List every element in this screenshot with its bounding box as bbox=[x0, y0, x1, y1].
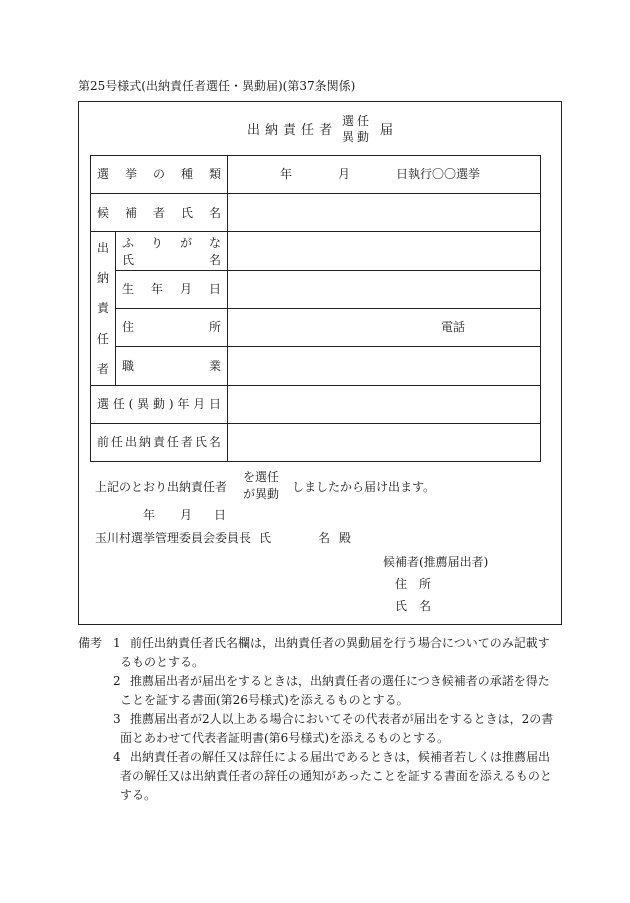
table-line bbox=[115, 308, 541, 309]
label-char: り bbox=[150, 236, 163, 250]
note-number: 1 bbox=[113, 636, 121, 650]
note-text: 推薦届出者が届出をするときは，出納責任者の選任につき候補者の承諾を得た bbox=[130, 674, 550, 688]
label-char: 類 bbox=[208, 167, 221, 181]
label-char: 選 bbox=[97, 167, 110, 181]
address-label bbox=[122, 321, 221, 333]
form-title: 第25号様式(出納責任者選任・異動届)(第37条関係) bbox=[78, 79, 356, 93]
addressee-shi: 氏 bbox=[259, 531, 272, 545]
label-char: 選 bbox=[97, 397, 110, 411]
note-text: する。 bbox=[120, 788, 157, 802]
label-char: 月 bbox=[179, 282, 192, 296]
label-char: 任 bbox=[110, 435, 123, 449]
label-char: が bbox=[179, 236, 192, 250]
name-label bbox=[122, 254, 221, 266]
treasurer-char: 出 bbox=[96, 240, 109, 255]
label-char: 補 bbox=[124, 206, 137, 220]
date-day: 日 bbox=[214, 508, 227, 522]
submitter-name: 氏 名 bbox=[395, 599, 432, 613]
label-char: 日 bbox=[208, 282, 221, 296]
election-date-year: 年 bbox=[280, 167, 293, 181]
header-main-title: 出納責任者 bbox=[247, 123, 338, 138]
note-text: 者の解任又は出納責任者の辞任の通知があったことを証する書面を添えるものと bbox=[120, 769, 552, 783]
table-line bbox=[115, 346, 541, 347]
label-char: 氏 bbox=[194, 435, 207, 449]
treasurer-char: 者 bbox=[96, 362, 109, 377]
label-char: 年 bbox=[150, 282, 163, 296]
label-char: ( bbox=[128, 397, 134, 411]
treasurer-char: 任 bbox=[96, 331, 109, 346]
label-char: 日 bbox=[208, 397, 221, 411]
table-line bbox=[90, 193, 541, 194]
date-month: 月 bbox=[180, 508, 193, 522]
declaration-suffix: しましたから届け出ます。 bbox=[292, 480, 436, 494]
label-char: 者 bbox=[180, 435, 193, 449]
phone-label: 電話 bbox=[441, 320, 466, 334]
treasurer-group-label bbox=[91, 232, 115, 384]
label-char: ふ bbox=[122, 236, 135, 250]
election-date-month: 月 bbox=[338, 167, 351, 181]
note-number: 3 bbox=[113, 712, 121, 726]
occupation-label bbox=[122, 360, 221, 372]
table-line bbox=[227, 155, 228, 461]
note-text: 出納責任者の解任又は辞任による届出であるときは，候補者若しくは推薦届出 bbox=[130, 750, 551, 764]
label-char: の bbox=[152, 167, 165, 181]
birthdate-label bbox=[122, 283, 221, 295]
notes-heading: 備考 bbox=[78, 636, 103, 650]
declaration-option-ido: が異動 bbox=[243, 487, 280, 501]
header-todoke: 届 bbox=[380, 123, 394, 138]
label-char: 月 bbox=[193, 397, 206, 411]
label-char: 任 bbox=[166, 435, 179, 449]
note-text: 推薦届出者が2人以上ある場合においてその代表者が届出をするときは，2の書 bbox=[130, 712, 554, 726]
label-char: 名 bbox=[208, 435, 221, 449]
note-text: 前任出納責任者氏名欄は，出納責任者の異動届を行う場合についてのみ記載す bbox=[130, 636, 550, 650]
label-char: 職 bbox=[122, 359, 135, 373]
header-option-ido: 異動 bbox=[342, 130, 373, 144]
appoint-date-label bbox=[97, 398, 221, 410]
addressee-mei: 名 bbox=[318, 531, 331, 545]
header-option-senin: 選任 bbox=[342, 114, 373, 128]
table-line bbox=[90, 461, 541, 462]
table-line bbox=[540, 155, 541, 461]
submitter-address: 住 所 bbox=[395, 577, 432, 591]
label-char: ) bbox=[168, 397, 174, 411]
label-char: 異 bbox=[137, 397, 150, 411]
declaration-option-senin: を選任 bbox=[243, 470, 280, 484]
label-char: 名 bbox=[208, 253, 221, 267]
election-type-label bbox=[97, 168, 221, 180]
note-number: 2 bbox=[113, 674, 121, 688]
label-char: 業 bbox=[208, 359, 221, 373]
note-text: 面とあわせて代表者証明書(第6号様式)を添えるものとする。 bbox=[120, 731, 450, 745]
label-char: 者 bbox=[152, 206, 165, 220]
addressee-dono: 殿 bbox=[339, 531, 352, 545]
label-char: 氏 bbox=[180, 206, 193, 220]
furigana-label bbox=[122, 237, 221, 249]
declaration-prefix: 上記のとおり出納責任者 bbox=[95, 480, 228, 494]
label-char: 年 bbox=[177, 397, 190, 411]
date-year: 年 bbox=[143, 508, 156, 522]
label-char: 名 bbox=[208, 206, 221, 220]
note-number: 4 bbox=[113, 750, 121, 764]
submitter-title: 候補者(推薦届出者) bbox=[383, 555, 489, 569]
table-line bbox=[90, 385, 541, 386]
table-line bbox=[90, 423, 541, 424]
label-char: 生 bbox=[122, 282, 135, 296]
table-line bbox=[115, 270, 541, 271]
label-char: 出 bbox=[124, 435, 137, 449]
label-char: 所 bbox=[208, 320, 221, 334]
label-char: 任 bbox=[112, 397, 125, 411]
label-char: 前 bbox=[97, 435, 110, 449]
note-text: るものとする。 bbox=[120, 655, 205, 669]
label-char: 種 bbox=[180, 167, 193, 181]
table-line bbox=[90, 231, 541, 232]
candidate-name-label bbox=[97, 207, 221, 219]
label-char: 責 bbox=[152, 435, 165, 449]
label-char: 納 bbox=[138, 435, 151, 449]
label-char: な bbox=[208, 236, 221, 250]
addressee-org: 玉川村選挙管理委員会委員長 bbox=[95, 531, 252, 545]
label-char: 住 bbox=[122, 320, 135, 334]
label-char: 候 bbox=[97, 206, 110, 220]
treasurer-char: 納 bbox=[96, 271, 109, 286]
prev-treasurer-label bbox=[97, 436, 221, 448]
label-char: 挙 bbox=[124, 167, 137, 181]
table-line bbox=[115, 231, 116, 385]
table-line bbox=[90, 155, 541, 156]
label-char: 動 bbox=[152, 397, 165, 411]
election-date-suffix: 日執行〇〇選挙 bbox=[396, 167, 481, 181]
note-text: ことを証する書面(第26号様式)を添えるものとする。 bbox=[120, 693, 409, 707]
treasurer-char: 責 bbox=[96, 301, 109, 316]
label-char: 氏 bbox=[122, 253, 135, 267]
